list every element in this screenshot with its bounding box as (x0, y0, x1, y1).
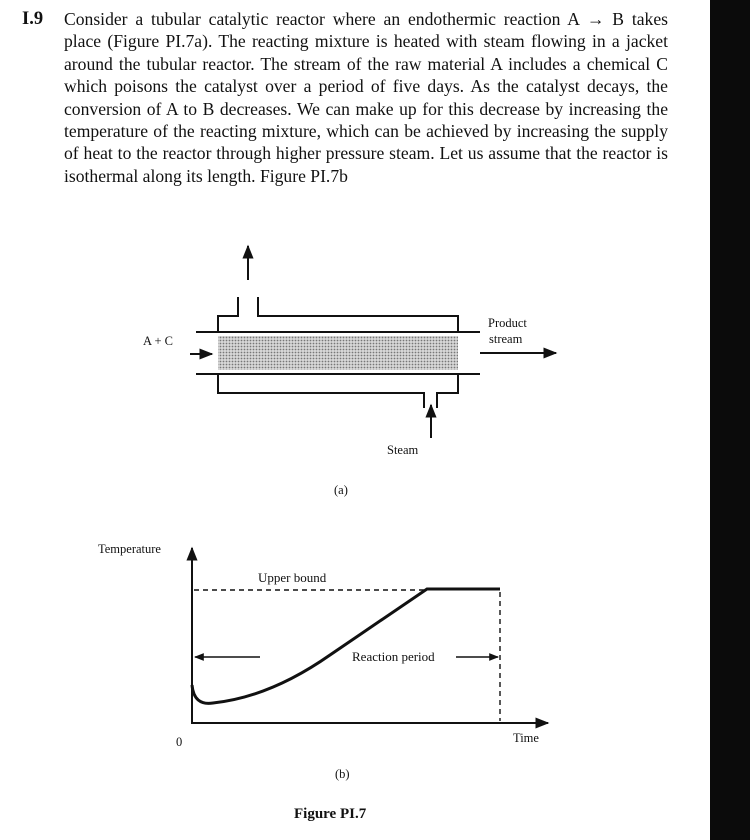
figure-b-caption: (b) (335, 767, 350, 781)
reaction-period-label: Reaction period (352, 649, 435, 664)
figure-a-caption: (a) (334, 483, 348, 497)
feed-label: A + C (143, 334, 173, 348)
problem-number: I.9 (22, 9, 44, 29)
problem-text: Consider a tubular catalytic reactor where an endothermic reaction A → B takes place (Figure PI.7a). The reacting mixture is heated with steam flowing in a jacket around the tubular reactor. The stream of the raw material A includes a chemical C which poisons the catalyst over a period of five days. As the catalyst decays, the conversion of A to B decreases. We can make up for this decrease by increasing the temperature of the reacting mixture, which can be achieved by increasing the supply of heat to the reactor through higher pressure steam. Let us assume that the reactor is isothermal along its length. Figure PI.7b (64, 9, 668, 186)
x-axis-label: Time (513, 731, 539, 745)
origin-label: 0 (176, 735, 183, 749)
upper-bound-label: Upper bound (258, 570, 327, 585)
product-label: Product (488, 316, 527, 330)
temperature-plot (192, 548, 548, 724)
figure-caption: Figure PI.7 (294, 806, 367, 822)
catalyst-packing (218, 336, 458, 370)
product-label-line2: stream (489, 332, 523, 346)
steam-label: Steam (387, 443, 419, 457)
temperature-curve (192, 589, 500, 703)
y-axis-label: Temperature (98, 542, 161, 556)
